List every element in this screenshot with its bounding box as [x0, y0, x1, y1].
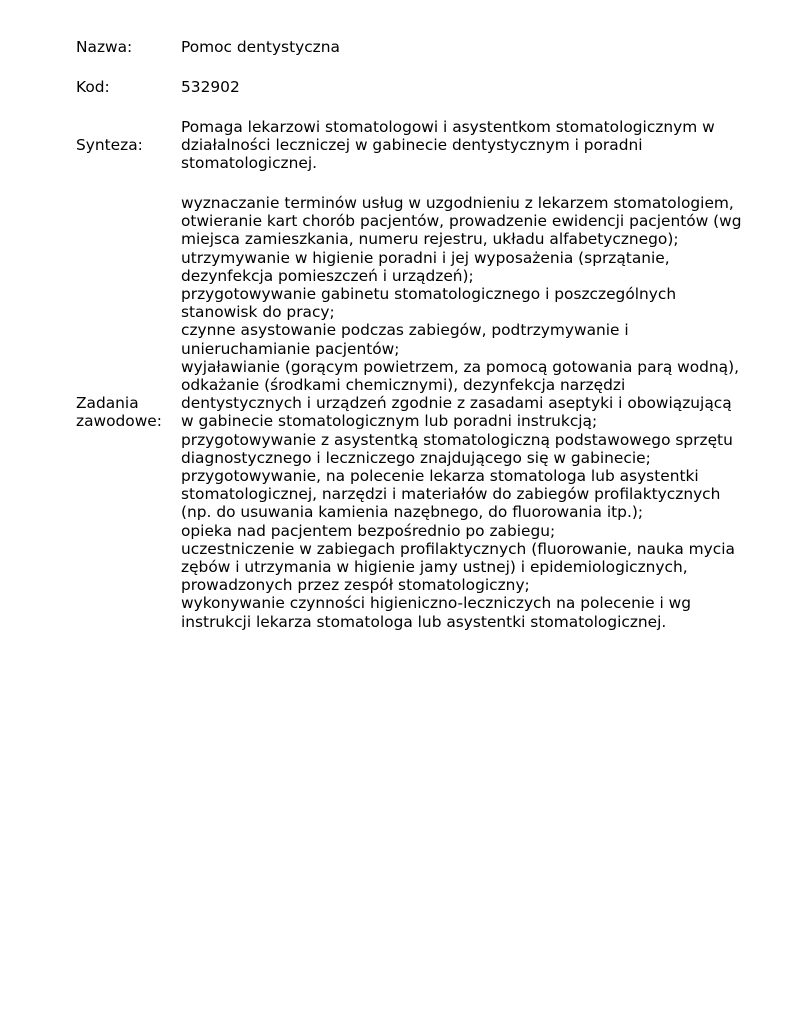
synthesis-line: działalności leczniczej w gabinecie dentystycznym i poradni — [181, 136, 643, 155]
name-label: Nazwa: — [76, 38, 133, 56]
tasks-line: prowadzonych przez zespół stomatologiczny; — [181, 576, 530, 595]
tasks-line: przygotowywanie z asystentką stomatologiczną podstawowego sprzętu — [181, 430, 733, 449]
name-value: Pomoc dentystyczna — [181, 38, 340, 56]
tasks-line: unieruchamianie pacjentów; — [181, 339, 400, 358]
synthesis-value — [181, 118, 756, 173]
tasks-value — [181, 194, 756, 631]
code-value: 532902 — [181, 78, 240, 96]
tasks-line: stanowisk do pracy; — [181, 303, 335, 322]
tasks-line: dentystycznych i urządzeń zgodnie z zasadami aseptyki i obowiązującą — [181, 394, 732, 413]
tasks-line: diagnostycznego i leczniczego znajdującego się w gabinecie; — [181, 448, 651, 467]
tasks-line: wyjaławianie (gorącym powietrzem, za pomocą gotowania parą wodną), — [181, 357, 740, 376]
tasks-line: wykonywanie czynności higieniczno-leczniczych na polecenie i wg — [181, 594, 692, 613]
tasks-line: odkażanie (środkami chemicznymi), dezynfekcja narzędzi — [181, 376, 626, 395]
tasks-line: (np. do usuwania kamienia nazębnego, do fluorowania itp.); — [181, 503, 644, 522]
tasks-line: przygotowywanie, na polecenie lekarza stomatologa lub asystentki — [181, 467, 699, 486]
tasks-line: wyznaczanie terminów usług w uzgodnieniu z lekarzem stomatologiem, — [181, 194, 734, 212]
synthesis-label: Synteza: — [76, 136, 143, 155]
synthesis-line: stomatologicznej. — [181, 154, 318, 173]
synthesis-row — [76, 118, 756, 173]
tasks-line: przygotowywanie gabinetu stomatologicznego i poszczególnych — [181, 285, 677, 304]
tasks-line: dezynfekcja pomieszczeń i urządzeń); — [181, 266, 474, 285]
tasks-label — [76, 394, 181, 430]
code-label: Kod: — [76, 78, 110, 96]
tasks-row — [76, 194, 756, 631]
tasks-line: miejsca zamieszkania, numeru rejestru, układu alfabetycznego); — [181, 230, 679, 249]
tasks-line: zębów i utrzymania w higienie jamy ustnej) i epidemiologicznych, — [181, 558, 688, 577]
tasks-line: czynne asystowanie podczas zabiegów, podtrzymywanie i — [181, 321, 629, 340]
tasks-line: instrukcji lekarza stomatologa lub asystentki stomatologicznej. — [181, 612, 667, 631]
name-row — [76, 38, 756, 56]
tasks-line: utrzymywanie w higienie poradni i jej wyposażenia (sprzątanie, — [181, 248, 670, 267]
tasks-line: uczestniczenie w zabiegach profilaktycznych (fluorowanie, nauka mycia — [181, 539, 735, 558]
tasks-label-line: zawodowe: — [76, 412, 162, 431]
code-row — [76, 78, 756, 96]
tasks-line: stomatologicznej, narzędzi i materiałów do zabiegów profilaktycznych — [181, 485, 721, 504]
tasks-line: opieka nad pacjentem bezpośrednio po zabiegu; — [181, 521, 556, 540]
tasks-line: w gabinecie stomatologicznym lub poradni instrukcją; — [181, 412, 598, 431]
tasks-label-line: Zadania — [76, 394, 139, 413]
synthesis-line: Pomaga lekarzowi stomatologowi i asystentkom stomatologicznym w — [181, 118, 715, 136]
tasks-line: otwieranie kart chorób pacjentów, prowadzenie ewidencji pacjentów (wg — [181, 212, 742, 231]
